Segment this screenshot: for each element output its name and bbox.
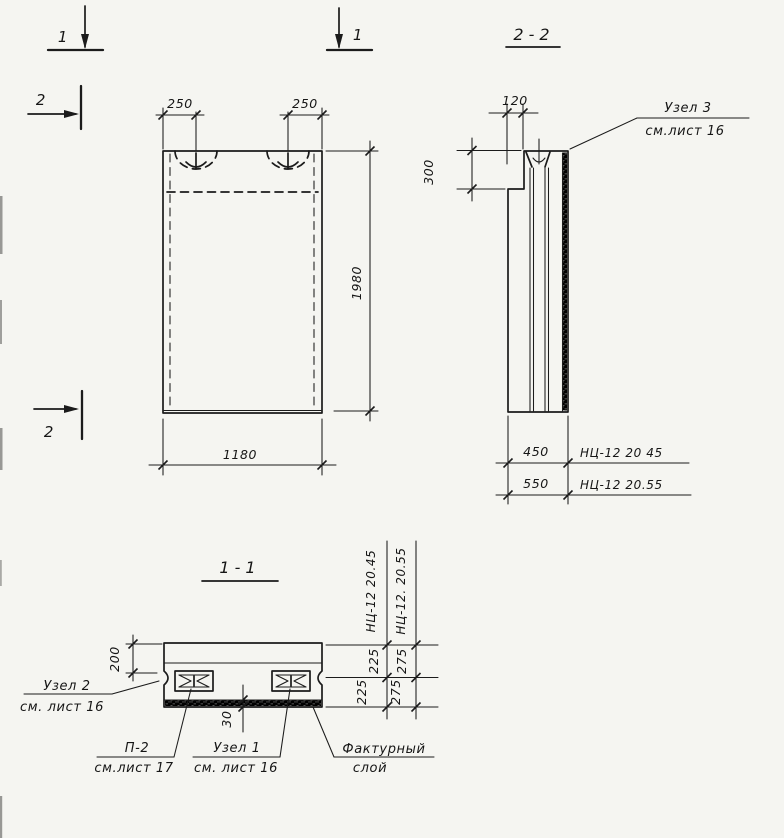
- dim-300-value: 300: [421, 159, 436, 185]
- dim-200: [107, 635, 162, 681]
- section-1-1-title: 1-1: [219, 558, 261, 577]
- lifting-loop-left: [175, 112, 217, 169]
- dim-275-lower: 275: [388, 679, 403, 705]
- column-mark-nc-12-20-45: НЦ-12 20.45: [364, 549, 378, 633]
- section-mark-2-top: [28, 86, 81, 129]
- callout-node2-line2: см. лист 16: [20, 700, 104, 715]
- facing-layer-strip-side: [563, 153, 568, 411]
- dim-120-value: 120: [502, 93, 528, 108]
- section-2-2-outline: [508, 151, 568, 412]
- dim-columns-right: [326, 541, 438, 719]
- dim-250-right: [280, 96, 329, 149]
- dovetail-channel-left: [175, 671, 213, 691]
- scan-artifacts: [0, 196, 3, 838]
- section-mark-1-right-label: 1: [352, 26, 364, 44]
- dim-1180-value: 1180: [222, 447, 258, 462]
- section-mark-2-bottom-label: 2: [43, 423, 55, 441]
- callout-node3-line2: см.лист 16: [645, 124, 725, 139]
- callout-facing-line2: слой: [352, 761, 388, 776]
- callout-facing-line1: Фактурный: [342, 742, 426, 757]
- callout-node1-line2: см. лист 16: [194, 761, 278, 776]
- dim-1980: [326, 141, 378, 421]
- section-mark-2-top-label: 2: [35, 91, 47, 109]
- column-mark-nc-12-20-55: НЦ-12. 20.55: [394, 547, 408, 635]
- dovetail-channel-right: [272, 671, 310, 691]
- dim-550-value: 550: [523, 476, 549, 491]
- section-mark-2-bottom: [34, 391, 82, 441]
- dim-250-left-value: 250: [167, 96, 193, 111]
- mark-nc-12-20-45: НЦ-12 20 45: [580, 446, 663, 460]
- dim-300: [421, 138, 521, 201]
- dim-1180: [149, 419, 336, 475]
- dim-450-550-table: [496, 416, 691, 504]
- dim-200-value: 200: [107, 646, 122, 672]
- section-2-2-title: 2-2: [513, 25, 555, 44]
- dim-30: [219, 685, 248, 732]
- dim-30-value: 30: [219, 710, 234, 728]
- dim-250-right-value: 250: [292, 96, 318, 111]
- dim-1980-value: 1980: [349, 265, 364, 301]
- callout-node2-line1: Узел 2: [43, 679, 91, 694]
- dim-120: [489, 93, 538, 164]
- dim-275-upper: 275: [394, 648, 409, 674]
- front-panel-outline: [163, 151, 322, 413]
- mark-nc-12-20-55: НЦ-12 20.55: [580, 478, 663, 492]
- callout-node1-line1: Узел 1: [213, 741, 261, 756]
- dim-225-lower: 225: [354, 679, 369, 705]
- callout-p2-line2: см.лист 17: [94, 761, 174, 776]
- dim-225-upper: 225: [366, 648, 381, 674]
- section-mark-1-left: [48, 6, 103, 50]
- channel-funnel: [526, 139, 550, 167]
- dim-250-left: [156, 96, 204, 149]
- section-view-2-2: [421, 25, 749, 504]
- callout-node2: [20, 679, 159, 715]
- callout-node3-line1: Узел 3: [664, 101, 712, 116]
- section-mark-1-left-label: 1: [57, 28, 69, 46]
- front-view: [149, 96, 378, 475]
- callout-p2-line1: П-2: [124, 741, 150, 756]
- section-mark-1-right: [327, 8, 372, 50]
- lifting-loop-right: [267, 112, 309, 169]
- section-view-1-1: [20, 541, 438, 776]
- dim-450-value: 450: [523, 444, 549, 459]
- callout-node3: [570, 101, 749, 149]
